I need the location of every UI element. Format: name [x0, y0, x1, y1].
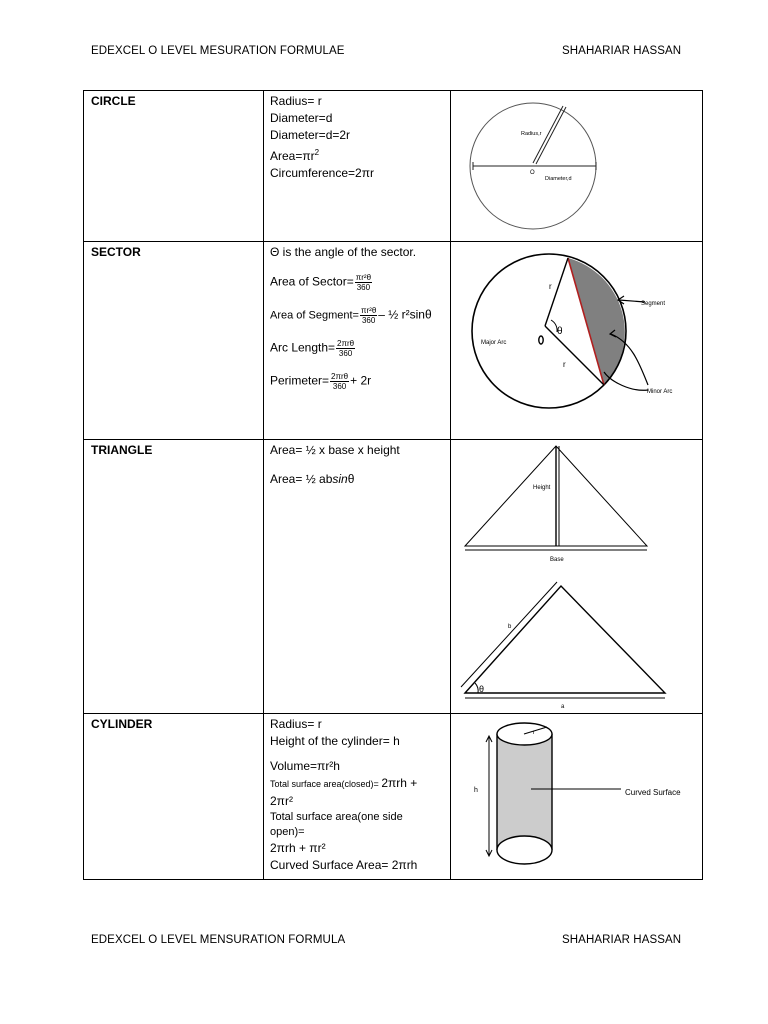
sector-r-label-top: r	[549, 282, 552, 291]
circle-row	[84, 91, 703, 242]
arc-length-formula	[270, 339, 450, 358]
cylinder-heading: CYLINDER	[91, 717, 153, 731]
page-header-author: SHAHARIAR HASSAN	[562, 45, 682, 57]
triangle-row	[84, 440, 703, 714]
segment-area-denominator: 360	[361, 316, 376, 325]
cylinder-curved-label: Curved Surface	[625, 788, 681, 797]
arc-length-numerator: 2πrθ	[337, 339, 355, 348]
sector-area-formula	[270, 273, 450, 292]
arc-length-denominator: 360	[338, 349, 353, 358]
circle-area-exponent: 2	[314, 148, 320, 157]
segment-area-fraction	[360, 306, 377, 325]
perimeter-formula	[270, 372, 450, 391]
cylinder-tsa-closed	[270, 775, 450, 793]
circle-diameter-2r: Diameter=d=2r	[270, 128, 351, 142]
page-footer-author: SHAHARIAR HASSAN	[562, 934, 682, 946]
cylinder-formulas	[264, 714, 450, 874]
cylinder-tsa-closed-label: Total surface area(closed)=	[270, 779, 382, 789]
triangle-area-sine-prefix: Area= ½ ab	[270, 472, 333, 486]
perimeter-tail: + 2r	[350, 373, 372, 388]
triangle-a-label: a	[561, 704, 565, 710]
circle-area	[270, 144, 450, 165]
cylinder-tsa-open-formula: 2πrh + πr²	[270, 841, 326, 855]
circle-formulas	[264, 91, 450, 182]
cylinder-volume: Volume=πr²h	[270, 759, 340, 773]
perimeter-numerator: 2πrθ	[331, 372, 349, 381]
sector-row	[84, 242, 703, 440]
perimeter-denominator: 360	[332, 382, 347, 391]
triangle-area-sine-theta: θ	[347, 472, 355, 486]
segment-area-formula	[270, 306, 450, 325]
cylinder-height: Height of the cylinder= h	[270, 734, 400, 748]
perimeter-fraction	[330, 372, 349, 391]
cylinder-tsa-closed-value: 2πrh +	[381, 776, 418, 790]
cylinder-radius: Radius= r	[270, 717, 322, 731]
cylinder-tsa-open-line1: Total surface area(one side	[270, 811, 403, 823]
page-header-title: EDEXCEL O LEVEL MESURATION FORMULAE	[91, 45, 345, 57]
sector-theta-label: θ	[557, 326, 563, 337]
cylinder-h-label: h	[474, 787, 478, 794]
formula-table	[83, 90, 703, 880]
triangle-formulas	[264, 440, 450, 488]
sector-formulas	[264, 242, 450, 391]
arc-length-fraction	[336, 339, 355, 358]
sector-minor-arc-label: Minor Arc	[647, 389, 673, 395]
circle-area-text: Area=πr	[270, 149, 315, 163]
sector-heading: SECTOR	[91, 245, 141, 259]
segment-area-label: Area of Segment=	[270, 309, 359, 322]
sector-area-label: Area of Sector=	[270, 274, 354, 289]
page-footer-title: EDEXCEL O LEVEL MENSURATION FORMULA	[91, 934, 346, 946]
sector-theta-def: Θ is the angle of the sector.	[270, 245, 417, 259]
cylinder-curved-surface: Curved Surface Area= 2πrh	[270, 858, 418, 872]
cylinder-tsa-open-line2: open)=	[270, 826, 305, 838]
triangle-area-sine	[270, 471, 450, 488]
sector-major-arc-label: Major Arc	[481, 340, 507, 346]
circle-diameter-label: Diameter,d	[545, 176, 572, 182]
circle-center-label: O	[530, 170, 535, 176]
sector-area-denominator: 360	[356, 283, 371, 292]
circle-radius-label: Radius,r	[521, 131, 542, 137]
segment-area-numerator: πr²θ	[360, 306, 377, 315]
triangle-area-base-height: Area= ½ x base x height	[270, 443, 400, 457]
circle-circumference: Circumference=2πr	[270, 166, 374, 180]
cylinder-tsa-closed-cont: 2πr²	[270, 794, 293, 808]
cylinder-diagram	[451, 714, 701, 878]
arc-length-label: Arc Length=	[270, 340, 336, 355]
sector-area-numerator: πr²θ	[355, 273, 372, 282]
triangle-diagrams	[451, 440, 701, 712]
triangle-base-label: Base	[550, 557, 564, 563]
sector-diagram	[451, 242, 701, 438]
cylinder-row	[84, 714, 703, 880]
circle-heading: CIRCLE	[91, 94, 136, 108]
circle-radius: Radius= r	[270, 94, 322, 108]
sector-r-label-bottom: r	[563, 360, 566, 369]
segment-area-tail: – ½ r²sinθ	[378, 307, 432, 322]
circle-diameter: Diameter=d	[270, 111, 333, 125]
sector-segment-label: Segment	[641, 301, 666, 307]
sector-area-fraction	[355, 273, 372, 292]
triangle-b-label: b	[508, 624, 512, 630]
perimeter-label: Perimeter=	[270, 373, 330, 388]
triangle-theta-label: θ	[479, 684, 485, 694]
triangle-heading: TRIANGLE	[91, 443, 153, 457]
triangle-height-label: Height	[533, 485, 551, 491]
cylinder-r-label: r	[533, 730, 535, 736]
circle-diagram	[451, 91, 701, 241]
triangle-area-sine-fn: sin	[332, 472, 348, 486]
